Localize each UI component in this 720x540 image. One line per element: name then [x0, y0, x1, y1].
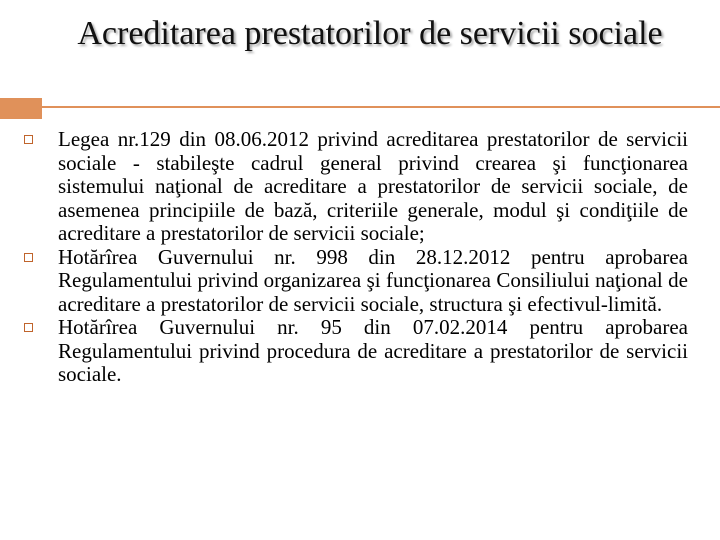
list-item: [24, 128, 688, 246]
list-item-text: Legea nr.129 din 08.06.2012 privind acreditarea prestatorilor de servicii sociale - stabileşte cadrul general privind crearea şi funcţionarea sistemului naţional de acreditare a prestatorilor de servicii sociale, de asemenea principiile de bază, criteriile generale, modul şi condiţiile de acreditare a prestatorilor de servicii sociale;: [58, 127, 688, 245]
slide-title: Acreditarea prestatorilor de servicii sociale: [77, 15, 663, 52]
square-bullet-icon: [24, 253, 33, 262]
square-bullet-icon: [24, 323, 33, 332]
accent-divider-line: [42, 106, 720, 108]
list-item-text: Hotărîrea Guvernului nr. 95 din 07.02.2014 pentru aprobarea Regulamentului privind procedura de acreditare a prestatorilor de servicii sociale.: [58, 315, 688, 386]
square-bullet-icon: [24, 135, 33, 144]
list-item: [24, 246, 688, 317]
bullet-list: [24, 128, 688, 387]
list-item: [24, 316, 688, 387]
accent-square: [0, 98, 42, 119]
list-item-text: Hotărîrea Guvernului nr. 998 din 28.12.2012 pentru aprobarea Regulamentului privind organizarea şi funcţionarea Consiliului naţional de acreditare a prestatorilor de servicii sociale, structura şi efectivul-limită.: [58, 244, 688, 316]
